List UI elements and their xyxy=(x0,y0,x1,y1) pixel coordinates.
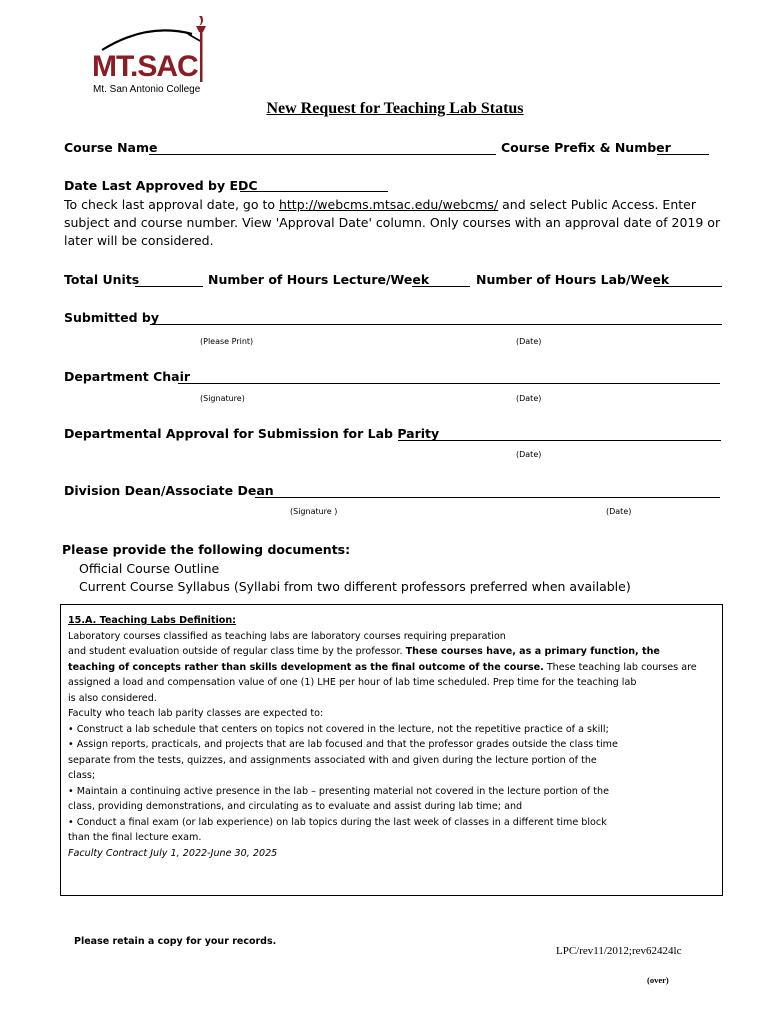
definition-text-plain: These teaching lab courses are xyxy=(543,661,697,673)
contract-note: Faculty Contract July 1, 2022-June 30, 2025 xyxy=(68,847,278,859)
documents-heading: Please provide the following documents: xyxy=(62,542,351,557)
hours-lab-label: Number of Hours Lab/Week xyxy=(476,272,670,287)
document-item: Current Course Syllabus (Syllabi from two different professors preferred when available) xyxy=(79,579,631,594)
document-item: Official Course Outline xyxy=(79,561,220,576)
date-caption-1: (Date) xyxy=(516,337,542,346)
department-chair-field[interactable] xyxy=(178,383,720,384)
date-approved-label: Date Last Approved by EDC xyxy=(64,178,258,193)
division-dean-label: Division Dean/Associate Dean xyxy=(64,483,274,498)
date-caption-2: (Date) xyxy=(516,394,542,403)
teaching-labs-definition-box xyxy=(60,604,723,896)
definition-line: Laboratory courses classified as teaching labs are laboratory courses requiring preparation xyxy=(68,630,506,642)
date-caption-4: (Date) xyxy=(606,507,632,516)
definition-line: • Conduct a final exam (or lab experience) on lab topics during the last week of classes in a different time block xyxy=(68,816,607,828)
definition-line xyxy=(68,644,718,660)
logo-wordmark: MT.SAC xyxy=(92,50,198,83)
course-name-label: Course Name xyxy=(64,140,158,155)
submitted-by-label: Submitted by xyxy=(64,310,159,325)
definition-line: • Construct a lab schedule that centers on topics not covered in the lecture, not the repetitive practice of a skill; xyxy=(68,723,609,735)
definition-line: separate from the tests, quizzes, and assignments associated with and given during the lecture portion of the xyxy=(68,754,597,766)
definition-text-plain: and student evaluation outside of regular class time by the professor. xyxy=(68,646,406,657)
definition-line: assigned a load and compensation value of one (1) LHE per hour of lab time scheduled. Prep time for the teaching lab xyxy=(68,677,637,688)
retain-copy-note: Please retain a copy for your records. xyxy=(74,936,277,947)
definition-line: class; xyxy=(68,770,96,781)
instructions-line-3: later will be considered. xyxy=(64,233,214,248)
revision-code: LPC/rev11/2012;rev62424lc xyxy=(556,945,682,957)
logo-subtitle: Mt. San Antonio College xyxy=(93,84,201,95)
hours-lab-field[interactable] xyxy=(654,286,722,287)
date-approved-field[interactable] xyxy=(240,191,388,192)
instructions-text-after: and select Public Access. Enter xyxy=(498,197,696,212)
over-note: (over) xyxy=(647,975,669,985)
definition-line xyxy=(68,660,718,676)
definition-line: is also considered. xyxy=(68,692,157,704)
definition-line: • Maintain a continuing active presence in the lab – presenting material not covered in the lecture portion of the xyxy=(68,785,609,797)
definition-heading: 15.A. Teaching Labs Definition: xyxy=(68,615,237,626)
please-print-caption: (Please Print) xyxy=(200,337,254,346)
departmental-approval-label: Departmental Approval for Submission for Lab Parity xyxy=(64,426,440,441)
definition-text-bold: These courses have, as a primary function, the xyxy=(405,646,660,657)
instructions-line-2: subject and course number. View 'Approval Date' column. Only courses with an approval date of 2019 or xyxy=(64,215,721,230)
signature-caption-1: (Signature) xyxy=(200,394,245,403)
division-dean-field[interactable] xyxy=(255,497,720,498)
definition-text-bold: teaching of concepts rather than skills development as the final outcome of the course. xyxy=(68,661,544,673)
submitted-by-field[interactable] xyxy=(150,324,722,325)
date-caption-3: (Date) xyxy=(516,450,542,459)
definition-text xyxy=(68,613,718,861)
course-prefix-label: Course Prefix & Number xyxy=(501,140,671,155)
page-title: New Request for Teaching Lab Status xyxy=(266,100,524,117)
definition-line: than the final lecture exam. xyxy=(68,832,202,843)
course-prefix-field[interactable] xyxy=(657,154,709,155)
department-chair-label: Department Chair xyxy=(64,369,191,384)
signature-caption-2: (Signature ) xyxy=(290,507,338,516)
course-name-field[interactable] xyxy=(149,154,496,155)
total-units-field[interactable] xyxy=(135,286,203,287)
definition-line: class, providing demonstrations, and circulating as to evaluate and assist during lab time; and xyxy=(68,801,523,812)
instructions-text: To check last approval date, go to xyxy=(64,197,279,212)
webcms-link[interactable]: http://webcms.mtsac.edu/webcms/ xyxy=(278,197,499,212)
approval-instructions xyxy=(64,196,724,250)
definition-line: Faculty who teach lab parity classes are expected to: xyxy=(68,708,324,719)
hours-lecture-label: Number of Hours Lecture/Week xyxy=(208,272,430,287)
departmental-approval-field[interactable] xyxy=(398,440,721,441)
total-units-label: Total Units xyxy=(64,272,140,287)
hours-lecture-field[interactable] xyxy=(412,286,470,287)
definition-line: • Assign reports, practicals, and projects that are lab focused and that the professor grades outside the class time xyxy=(68,739,618,750)
